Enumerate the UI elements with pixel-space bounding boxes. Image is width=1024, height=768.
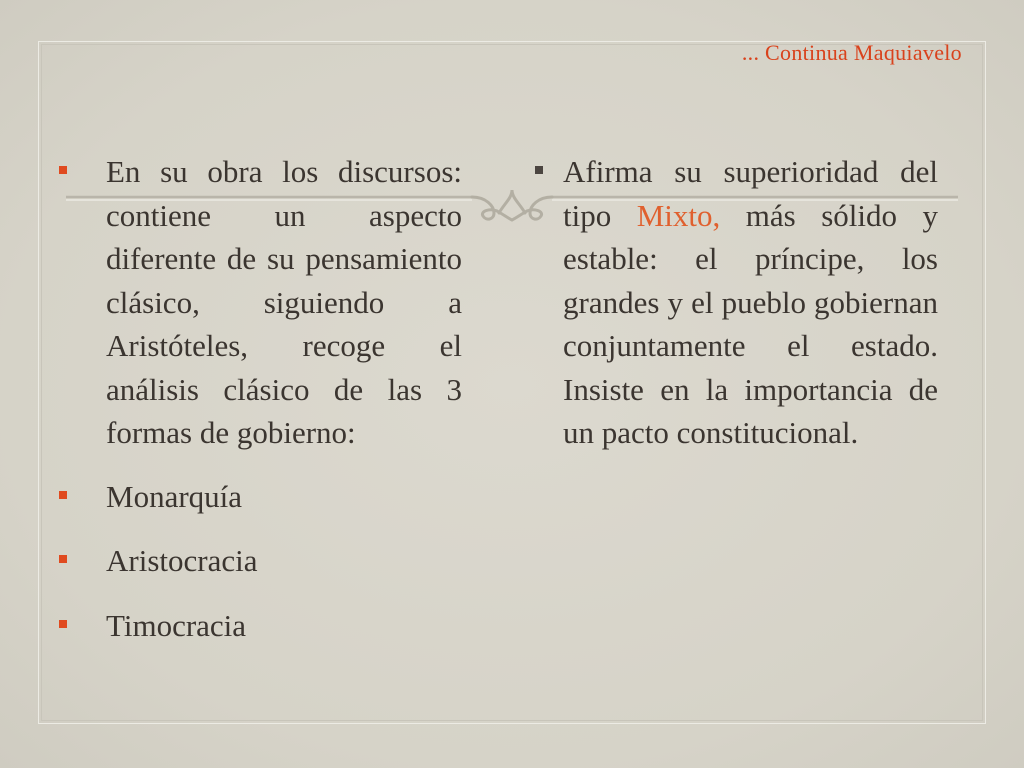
slide-subtitle: ... Continua Maquiavelo — [741, 40, 962, 65]
list-item — [533, 150, 938, 455]
list-item — [58, 604, 462, 648]
square-bullet-icon — [59, 166, 67, 174]
list-item-text: Monarquía — [106, 478, 243, 514]
highlight-mixto: Mixto, — [636, 197, 721, 233]
list-item — [58, 539, 462, 583]
list-item-text: Aristocracia — [106, 543, 258, 578]
square-bullet-icon — [59, 491, 67, 499]
list-item-text-after: más sólido y estable: el príncipe, los grandes y el pueblo gobiernan conjuntamente el estado. Insiste en la importancia de un pacto constitucional. — [563, 197, 938, 450]
square-bullet-icon — [59, 620, 67, 628]
list-item — [58, 475, 462, 519]
list-item-text: En su obra los discursos: contiene un aspecto diferente de su pensamiento clásico, siguiendo a Aristóteles, recoge el análisis clásico de las 3 formas de gobierno: — [106, 154, 462, 450]
right-bullet-list — [533, 150, 938, 455]
square-bullet-icon — [59, 555, 67, 563]
list-item-text-before: Afirma su superioridad del tipo — [563, 154, 938, 233]
square-bullet-icon — [535, 166, 543, 174]
right-column — [533, 150, 938, 455]
list-item-text: Timocracia — [106, 607, 247, 643]
left-bullet-list — [58, 150, 462, 647]
list-item — [58, 150, 462, 455]
left-column — [58, 150, 462, 647]
